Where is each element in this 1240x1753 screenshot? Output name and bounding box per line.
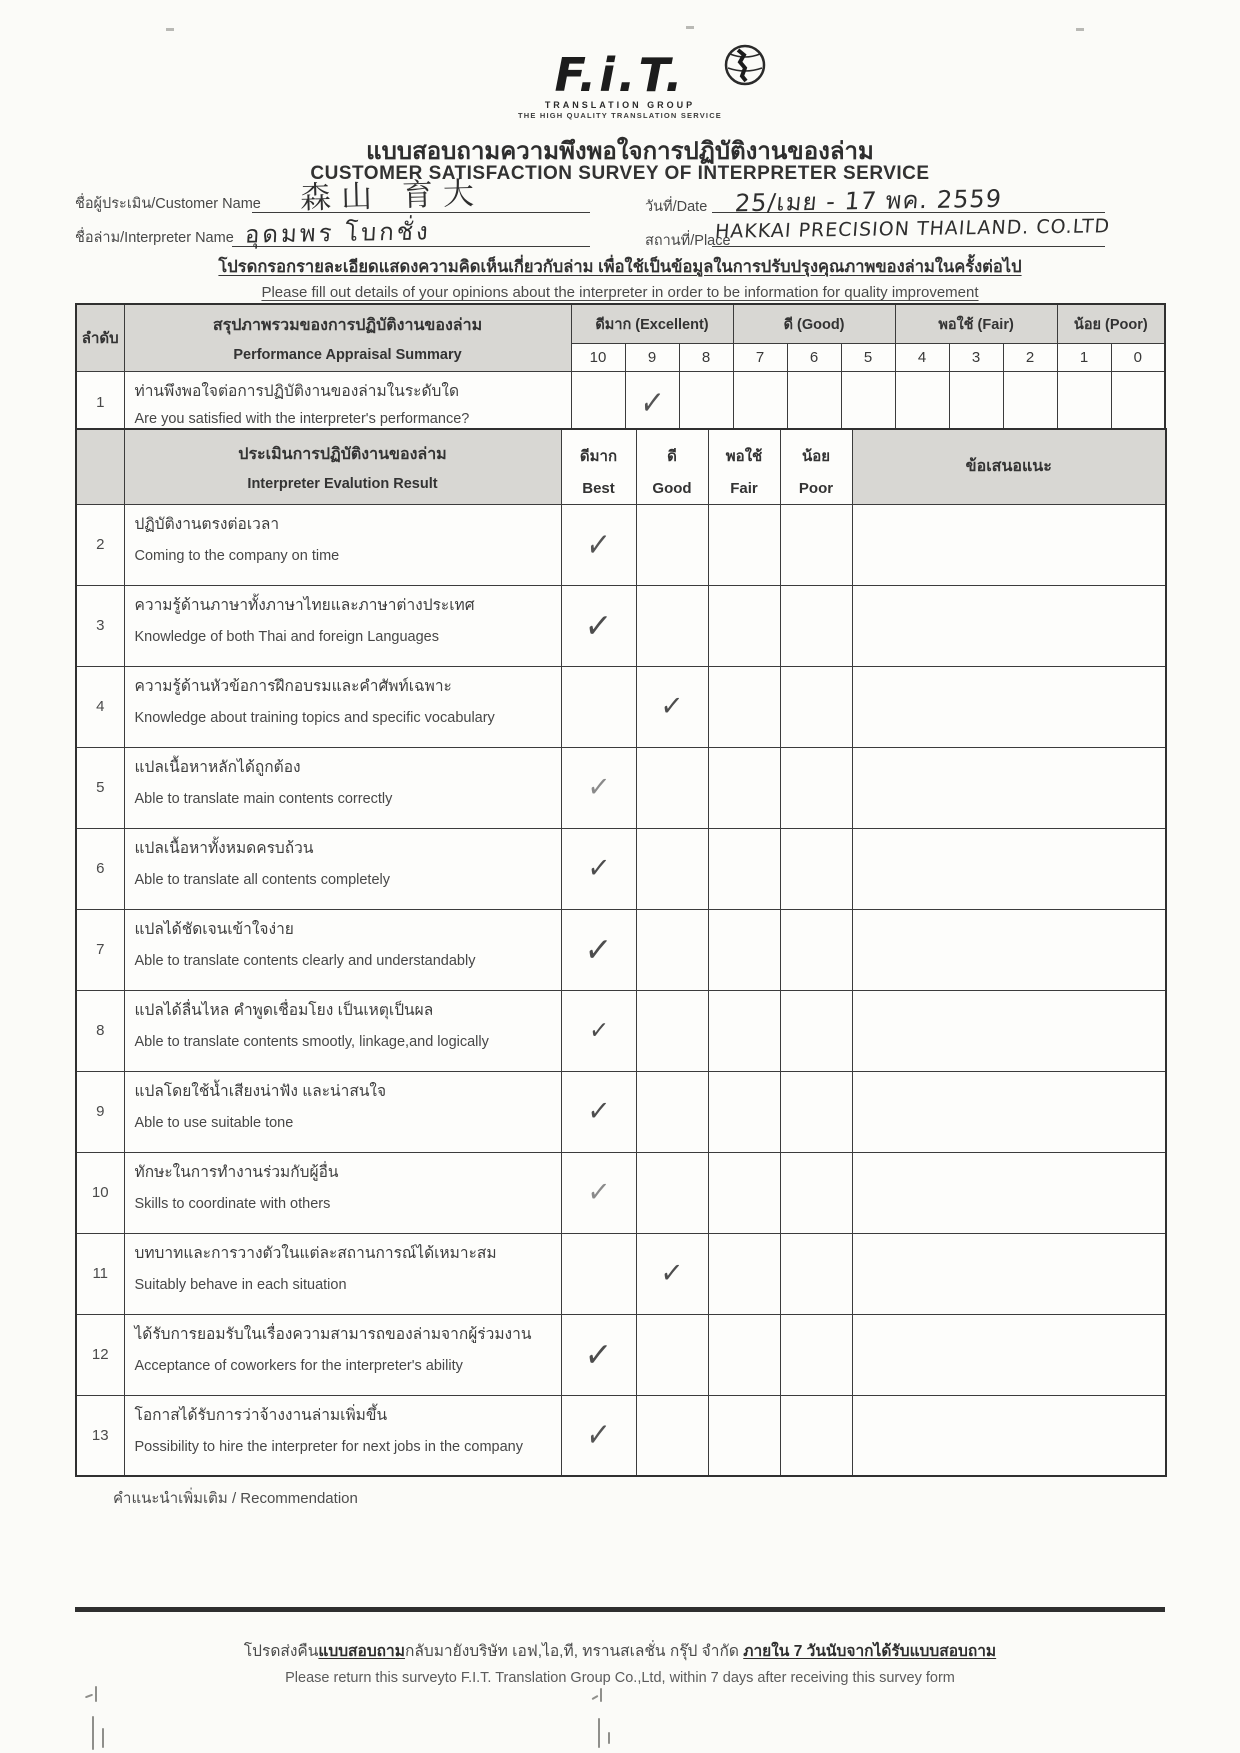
evaluation-row [76, 1233, 1166, 1314]
row-number: 8 [76, 990, 124, 1071]
interpreter-name-label: ชื่อล่าม/Interpreter Name [75, 230, 234, 246]
eval-header-title [124, 429, 561, 504]
customer-name-label: ชื่อผู้ประเมิน/Customer Name [75, 196, 261, 212]
rating-cell-fair [708, 1314, 780, 1395]
question-thai: แปลเนื้อหาหลักได้ถูกต้อง [134, 758, 301, 776]
logo-tagline: THE HIGH QUALITY TRANSLATION SERVICE [517, 111, 723, 120]
rating-cell-fair [708, 990, 780, 1071]
checkmark: ✓ [585, 769, 612, 805]
rating-header-english: Best [582, 480, 615, 498]
checkmark: ✓ [659, 1255, 685, 1291]
rating-column-header-poor [780, 429, 852, 504]
rating-cell-good [636, 1314, 708, 1395]
row-number: 10 [76, 1152, 124, 1233]
row-number: 12 [76, 1314, 124, 1395]
checkmark: ✓ [585, 1093, 612, 1129]
question-thai: ความรู้ด้านหัวข้อการฝึกอบรมและคำศัพท์เฉพาะ [134, 677, 452, 695]
score-group-label: ดีมาก (Excellent) [571, 304, 733, 344]
column-header-no: ลำดับ [76, 304, 124, 372]
scan-artifact [591, 1695, 598, 1700]
rating-cell-best [561, 909, 636, 990]
rating-cell-poor [780, 1233, 852, 1314]
suggestion-cell [852, 666, 1166, 747]
rating-cell-good [636, 828, 708, 909]
question-thai: แปลโดยใช้น้ำเสียงน่าฟัง และน่าสนใจ [134, 1082, 387, 1100]
customer-name-value: 森山 育大 [299, 175, 485, 217]
checkmark: ✓ [584, 521, 613, 567]
place-line [712, 246, 1105, 247]
rating-cell-best [561, 504, 636, 585]
evaluation-row [76, 1152, 1166, 1233]
rating-header-english: Good [652, 480, 692, 498]
rating-cell-poor [780, 1071, 852, 1152]
summary-score-cell-10 [571, 372, 625, 435]
rating-header-english: Poor [798, 480, 834, 498]
row-number: 2 [76, 504, 124, 585]
rating-cell-poor [780, 990, 852, 1071]
row-number: 1 [76, 372, 124, 435]
question-thai: บทบาทและการวางตัวในแต่ละสถานการณ์ได้เหมาะสม [134, 1244, 497, 1262]
question-cell [124, 1071, 561, 1152]
score-group-label: ดี (Good) [733, 304, 895, 344]
rating-column-header-fair [708, 429, 780, 504]
question-thai: ท่านพึงพอใจต่อการปฏิบัติงานของล่ามในระดับใด [134, 383, 460, 400]
divider-rule [75, 1607, 1165, 1612]
rating-cell-best [561, 1233, 636, 1314]
score-column-5: 5 [841, 344, 895, 372]
score-group-label: น้อย (Poor) [1057, 304, 1165, 344]
question-english: Coming to the company on time [134, 547, 340, 564]
scan-artifact [85, 1694, 93, 1699]
row-number: 7 [76, 909, 124, 990]
question-thai: ความรู้ด้านภาษาทั้งภาษาไทยและภาษาต่างประเทศ [134, 596, 475, 614]
rating-cell-fair [708, 666, 780, 747]
checkmark: ✓ [583, 927, 614, 971]
scan-artifact [166, 28, 174, 31]
score-column-6: 6 [787, 344, 841, 372]
rating-cell-good [636, 1395, 708, 1476]
question-thai: แปลเนื้อหาทั้งหมดครบถ้วน [134, 839, 314, 857]
rating-header-thai: น้อย [801, 448, 831, 466]
checkmark: ✓ [583, 1332, 614, 1376]
score-column-3: 3 [949, 344, 1003, 372]
footer-thai [0, 1638, 1240, 1663]
summary-score-cell-0 [1111, 372, 1165, 435]
footer-segment-bold: แบบสอบถาม [318, 1643, 405, 1660]
question-thai: ได้รับการยอมรับในเรื่องความสามารถของล่ามจากผู้ร่วมงาน [134, 1325, 532, 1343]
summary-header-thai: สรุปภาพรวมของการปฏิบัติงานของล่าม [212, 317, 483, 334]
question-cell [124, 666, 561, 747]
question-thai: แปลได้ลื่นไหล คำพูดเชื่อมโยง เป็นเหตุเป็นผล [134, 1001, 434, 1019]
scan-artifact [92, 1716, 94, 1750]
footer-segment-bold: ภายใน 7 วันนับจากได้รับแบบสอบถาม [743, 1643, 997, 1660]
suggestion-column-header: ข้อเสนอแนะ [852, 429, 1166, 504]
suggestion-cell [852, 1314, 1166, 1395]
scan-artifact [102, 1728, 104, 1748]
question-cell [124, 909, 561, 990]
rating-cell-good [636, 990, 708, 1071]
suggestion-cell [852, 1152, 1166, 1233]
suggestion-cell [852, 1395, 1166, 1476]
row-number: 9 [76, 1071, 124, 1152]
rating-cell-poor [780, 909, 852, 990]
checkmark: ✓ [584, 1412, 613, 1457]
checkmark: ✓ [585, 1174, 612, 1210]
rating-cell-poor [780, 504, 852, 585]
summary-score-cell-5 [841, 372, 895, 435]
rating-cell-best [561, 1314, 636, 1395]
question-cell [124, 1314, 561, 1395]
logo [0, 48, 1240, 123]
question-thai: ทักษะในการทำงานร่วมกับผู้อื่น [134, 1163, 339, 1181]
row-number: 4 [76, 666, 124, 747]
rating-cell-good [636, 1152, 708, 1233]
evaluation-row [76, 585, 1166, 666]
score-column-7: 7 [733, 344, 787, 372]
summary-question-row [76, 372, 1165, 435]
evaluation-row [76, 666, 1166, 747]
interpreter-name-value: อุดมพร โบกชั่ง [244, 217, 432, 249]
form-title-thai: แบบสอบถามความพึงพอใจการปฏิบัติงานของล่าม [366, 138, 874, 165]
suggestion-cell [852, 747, 1166, 828]
summary-score-cell-6 [787, 372, 841, 435]
date-value: 25/เมย - 17 พค. 2559 [733, 184, 1004, 218]
rating-cell-fair [708, 828, 780, 909]
evaluation-row [76, 1395, 1166, 1476]
rating-cell-fair [708, 1233, 780, 1314]
checkmark: ✓ [587, 1013, 610, 1047]
rating-cell-best [561, 828, 636, 909]
score-column-0: 0 [1111, 344, 1165, 372]
question-english: Able to translate contents clearly and understandably [134, 952, 476, 969]
rating-cell-poor [780, 1314, 852, 1395]
question-cell [124, 747, 561, 828]
logo-wordmark: F.i.T. [554, 48, 686, 102]
footer-segment: โปรดส่งคืน [243, 1643, 319, 1660]
rating-cell-poor [780, 747, 852, 828]
evaluation-row [76, 990, 1166, 1071]
question-thai: แปลได้ชัดเจนเข้าใจง่าย [134, 920, 294, 938]
eval-header-no [76, 429, 124, 504]
rating-header-thai: ดีมาก [579, 448, 618, 466]
rating-cell-good [636, 1071, 708, 1152]
rating-cell-good [636, 747, 708, 828]
globe-icon [724, 44, 766, 91]
summary-score-cell-1 [1057, 372, 1111, 435]
question-cell [124, 585, 561, 666]
rating-cell-best [561, 990, 636, 1071]
form-title-english: CUSTOMER SATISFACTION SURVEY OF INTERPRETER SERVICE [310, 163, 930, 184]
performance-summary-table [75, 303, 1166, 435]
question-cell [124, 990, 561, 1071]
rating-header-thai: ดี [667, 448, 677, 466]
rating-cell-best [561, 585, 636, 666]
rating-cell-best [561, 747, 636, 828]
score-group-label: พอใช้ (Fair) [895, 304, 1057, 344]
question-english: Suitably behave in each situation [134, 1276, 347, 1293]
question-cell [124, 1233, 561, 1314]
score-column-10: 10 [571, 344, 625, 372]
summary-score-cell-9 [625, 372, 679, 435]
question-cell [124, 1152, 561, 1233]
scan-artifact [608, 1732, 610, 1744]
rating-cell-good [636, 909, 708, 990]
rating-cell-poor [780, 828, 852, 909]
scan-artifact [1076, 28, 1084, 31]
suggestion-cell [852, 909, 1166, 990]
summary-header-english: Performance Appraisal Summary [233, 347, 462, 363]
evaluation-row [76, 504, 1166, 585]
evaluation-row [76, 1314, 1166, 1395]
rating-cell-fair [708, 1152, 780, 1233]
score-column-2: 2 [1003, 344, 1057, 372]
rating-cell-fair [708, 747, 780, 828]
place-value: HAKKAI PRECISION THAILAND. CO.LTD [714, 215, 1111, 243]
question-english: Are you satisfied with the interpreter's performance? [134, 411, 470, 427]
rating-cell-best [561, 1152, 636, 1233]
rating-cell-poor [780, 666, 852, 747]
checkmark: ✓ [638, 379, 667, 425]
rating-cell-good [636, 504, 708, 585]
footer-segment: กลับมายังบริษัท เอฟ,ไอ,ที, ทรานสเลชั่น กรุ๊ป จำกัด [404, 1643, 744, 1660]
evaluation-row [76, 1071, 1166, 1152]
question-cell [124, 372, 571, 435]
rating-cell-fair [708, 1071, 780, 1152]
instruction-english: Please fill out details of your opinions about the interpreter in order to be information for quality improvement [261, 284, 979, 301]
question-english: Able to translate main contents correctly [134, 790, 393, 807]
question-english: Knowledge about training topics and specific vocabulary [134, 709, 495, 726]
question-thai: โอกาสได้รับการว่าจ้างงานล่ามเพิ่มขึ้น [134, 1406, 388, 1424]
rating-cell-best [561, 1071, 636, 1152]
question-english: Skills to coordinate with others [134, 1195, 331, 1212]
interpreter-evaluation-table [75, 428, 1167, 1477]
date-label: วันที่/Date [645, 199, 708, 215]
row-number: 11 [76, 1233, 124, 1314]
evaluation-row [76, 909, 1166, 990]
rating-cell-good [636, 585, 708, 666]
suggestion-cell [852, 828, 1166, 909]
row-number: 13 [76, 1395, 124, 1476]
question-english: Able to translate contents smootly, linkage,and logically [134, 1033, 489, 1050]
rating-cell-fair [708, 585, 780, 666]
logo-subtitle: TRANSLATION GROUP [544, 100, 696, 110]
question-english: Knowledge of both Thai and foreign Languages [134, 628, 439, 645]
question-english: Able to use suitable tone [134, 1114, 294, 1131]
rating-column-header-best [561, 429, 636, 504]
suggestion-cell [852, 1071, 1166, 1152]
scan-artifact [95, 1686, 97, 1702]
suggestion-cell [852, 1233, 1166, 1314]
suggestion-cell [852, 990, 1166, 1071]
rating-cell-fair [708, 1395, 780, 1476]
scan-artifact [598, 1718, 600, 1748]
rating-cell-fair [708, 909, 780, 990]
rating-header-english: Fair [730, 480, 758, 498]
summary-score-cell-2 [1003, 372, 1057, 435]
eval-header-english: Interpreter Evalution Result [247, 475, 438, 492]
summary-score-cell-4 [895, 372, 949, 435]
suggestion-cell [852, 585, 1166, 666]
place-label: สถานที่/Place [645, 233, 731, 249]
checkmark: ✓ [585, 850, 612, 886]
question-english: Acceptance of coworkers for the interpreter's ability [134, 1357, 463, 1374]
evaluation-row [76, 828, 1166, 909]
rating-cell-best [561, 1395, 636, 1476]
row-number: 3 [76, 585, 124, 666]
score-column-8: 8 [679, 344, 733, 372]
question-cell [124, 828, 561, 909]
footer-english: Please return this surveyto F.I.T. Translation Group Co.,Ltd, within 7 days after receiving this survey form [285, 1670, 955, 1686]
question-english: Possibility to hire the interpreter for next jobs in the company [134, 1438, 523, 1455]
rating-cell-poor [780, 585, 852, 666]
rating-cell-poor [780, 1152, 852, 1233]
rating-header-thai: พอใช้ [725, 448, 763, 466]
rating-cell-fair [708, 504, 780, 585]
checkmark: ✓ [583, 603, 614, 647]
score-column-4: 4 [895, 344, 949, 372]
scan-artifact [686, 26, 694, 29]
row-number: 6 [76, 828, 124, 909]
recommendation-label: คำแนะนำเพิ่มเติม / Recommendation [113, 1490, 358, 1507]
rating-cell-best [561, 666, 636, 747]
question-cell [124, 1395, 561, 1476]
score-column-1: 1 [1057, 344, 1111, 372]
rating-cell-poor [780, 1395, 852, 1476]
scan-artifact [600, 1688, 602, 1702]
score-column-9: 9 [625, 344, 679, 372]
rating-cell-good [636, 666, 708, 747]
rating-cell-good [636, 1233, 708, 1314]
rating-column-header-good [636, 429, 708, 504]
summary-score-cell-8 [679, 372, 733, 435]
eval-header-thai: ประเมินการปฏิบัติงานของล่าม [238, 445, 447, 463]
row-number: 5 [76, 747, 124, 828]
summary-score-cell-3 [949, 372, 1003, 435]
question-cell [124, 504, 561, 585]
question-english: Able to translate all contents completely [134, 871, 390, 888]
checkmark: ✓ [659, 688, 685, 724]
suggestion-cell [852, 504, 1166, 585]
instruction-thai: โปรดกรอกรายละเอียดแสดงความคิดเห็นเกี่ยวกับล่าม เพื่อใช้เป็นข้อมูลในการปรับปรุงคุณภาพของล่ามในครั้งต่อไป [218, 258, 1022, 276]
column-header-summary [124, 304, 571, 372]
summary-score-cell-7 [733, 372, 787, 435]
question-thai: ปฏิบัติงานตรงต่อเวลา [134, 515, 280, 533]
evaluation-row [76, 747, 1166, 828]
